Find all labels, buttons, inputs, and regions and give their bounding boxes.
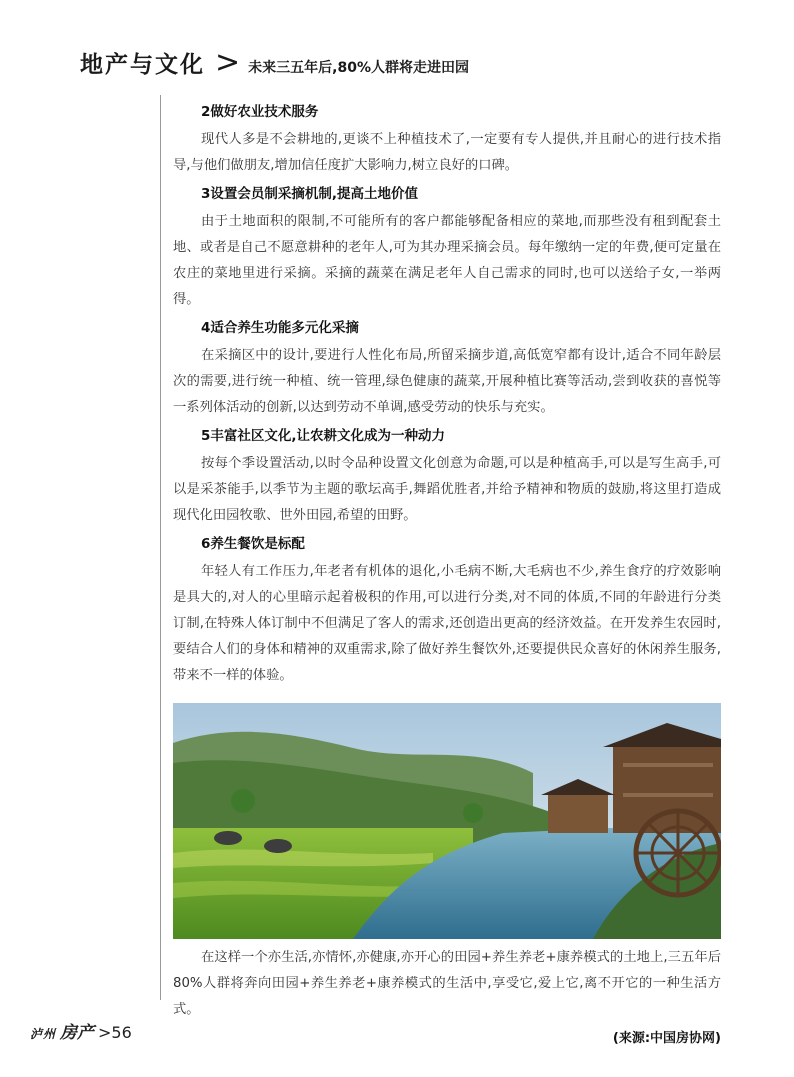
section-heading-2: 2做好农业技术服务 bbox=[201, 104, 319, 120]
page-number: >56 bbox=[98, 1023, 132, 1042]
section-heading-3: 3设置会员制采摘机制,提高土地价值 bbox=[201, 186, 419, 202]
paragraph-3: 由于土地面积的限制,不可能所有的客户都能够配备相应的菜地,而那些没有租到配套土地、或者是自己不愿意耕种的老年人,可为其办理采摘会员。每年缴纳一定的年费,便可定量在农庄的菜地里进行采摘。采摘的蔬菜在满足老年人自己需求的同时,也可以送给子女,一举两得。 bbox=[173, 214, 721, 307]
paragraph-5: 按每个季设置活动,以时令品种设置文化创意为命题,可以是种植高手,可以是写生高手,可以是采茶能手,以季节为主题的歌坛高手,舞蹈优胜者,并给予精神和物质的鼓励,将这里打造成现代化田园牧歌、世外田园,希望的田野。 bbox=[173, 456, 721, 523]
paragraph-6: 年轻人有工作压力,年老者有机体的退化,小毛病不断,大毛病也不少,养生食疗的疗效影响是具大的,对人的心里暗示起着极积的作用,可以进行分类,对不同的体质,不同的年龄进行分类订制,在特殊人体订制中不但满足了客人的需求,还创造出更高的经济效益。在开发养生农园时,要结合人们的身体和精神的双重需求,除了做好养生餐饮外,还要提供民众喜好的休闲养生服务,带来不一样的体验。 bbox=[173, 564, 721, 683]
section-heading-4: 4适合养生功能多元化采摘 bbox=[201, 320, 359, 336]
source-citation: (来源:中国房协网) bbox=[612, 1031, 721, 1046]
article-title: 未来三五年后,80%人群将走进田园 bbox=[248, 60, 469, 76]
page-footer bbox=[30, 1018, 132, 1043]
landscape-photo bbox=[173, 703, 721, 939]
closing-paragraph: 在这样一个亦生活,亦情怀,亦健康,亦开心的田园+养生养老+康养模式的土地上,三五年后80%人群将奔向田园+养生养老+康养模式的生活中,享受它,爱上它,离不开它的一种生活方式。 bbox=[173, 950, 721, 1017]
magazine-city: 泸州 bbox=[30, 1027, 57, 1041]
landscape-illustration bbox=[173, 703, 721, 939]
chevron-right-icon: > bbox=[215, 45, 241, 80]
article-body bbox=[173, 101, 721, 1046]
magazine-logo: 房产 bbox=[60, 1023, 95, 1043]
paragraph-2: 现代人多是不会耕地的,更谈不上种植技术了,一定要有专人提供,并且耐心的进行技术指导,与他们做朋友,增加信任度扩大影响力,树立良好的口碑。 bbox=[173, 132, 721, 173]
paragraph-4: 在采摘区中的设计,要进行人性化布局,所留采摘步道,高低宽窄都有设计,适合不同年龄层次的需要,进行统一种植、统一管理,绿色健康的蔬菜,开展种植比赛等活动,尝到收获的喜悦等一系列体活动的创新,以达到劳动不单调,感受劳动的快乐与充实。 bbox=[173, 348, 721, 415]
page-header bbox=[80, 46, 469, 79]
section-heading-5: 5丰富社区文化,让农耕文化成为一种动力 bbox=[201, 428, 446, 444]
section-title: 地产与文化 bbox=[80, 52, 205, 78]
vertical-rule bbox=[160, 95, 161, 1000]
section-heading-6: 6养生餐饮是标配 bbox=[201, 536, 305, 552]
